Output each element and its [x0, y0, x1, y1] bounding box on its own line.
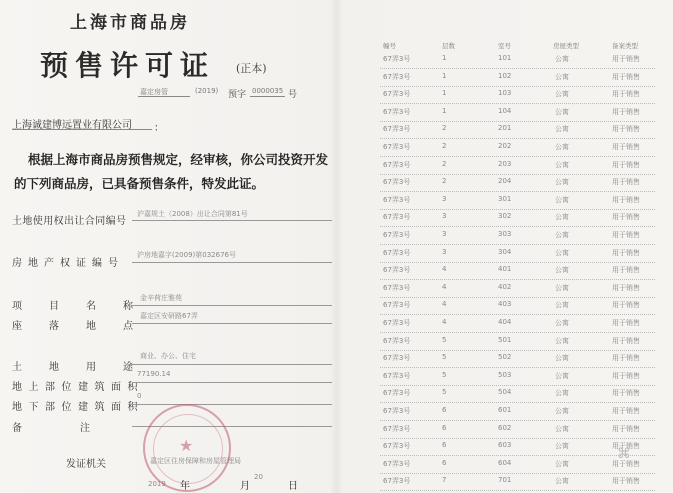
- cell-building: 67弄3号: [383, 178, 411, 187]
- company-underline: [12, 129, 152, 130]
- cell-floor: 5: [442, 370, 447, 379]
- cell-building: 67弄3号: [383, 442, 411, 451]
- cell-building: 67弄3号: [383, 477, 411, 486]
- cell-building: 67弄3号: [383, 160, 411, 169]
- cell-house-type: 公寓: [555, 90, 569, 99]
- field-label-land-contract: 土地使用权出让合同编号: [12, 216, 127, 227]
- cell-floor: 3: [442, 247, 447, 256]
- cell-filing-type: 用于销售: [612, 459, 640, 468]
- cell-filing-type: 用于销售: [612, 72, 640, 81]
- cell-room: 304: [498, 247, 512, 256]
- field-label-above-area: 地上部位建筑面积: [12, 382, 144, 393]
- cell-building: 67弄3号: [383, 213, 411, 222]
- cell-house-type: 公寓: [555, 336, 569, 345]
- cell-filing-type: 用于销售: [612, 213, 640, 222]
- cell-house-type: 公寓: [555, 143, 569, 151]
- table-row: [380, 473, 660, 491]
- field-label-project-name: 项目名称: [12, 301, 160, 312]
- seal-star-icon: ★: [179, 436, 194, 455]
- field-line-location: [132, 323, 332, 324]
- cell-building: 67弄3号: [383, 55, 411, 63]
- cell-floor: 2: [442, 142, 447, 150]
- cell-house-type: 公寓: [555, 125, 569, 134]
- cell-building: 67弄3号: [383, 459, 411, 468]
- cell-filing-type: 用于销售: [612, 283, 640, 292]
- cell-filing-type: 用于销售: [612, 55, 640, 63]
- cell-building: 67弄3号: [383, 195, 411, 204]
- watermark-icon: ⌘: [617, 446, 631, 462]
- cell-floor: 6: [442, 441, 447, 450]
- table-row: [380, 333, 660, 351]
- cell-house-type: 公寓: [555, 477, 569, 486]
- field-value-project-name: 金辛荷庄雅苑: [140, 294, 182, 302]
- cell-house-type: 公寓: [555, 107, 569, 116]
- table-row: [380, 385, 660, 403]
- number-value: 0000035: [252, 87, 284, 95]
- cell-house-type: 公寓: [555, 160, 569, 169]
- field-label-property-cert: 房地产权证编号: [12, 258, 124, 269]
- cell-building: 67弄3号: [383, 248, 411, 257]
- date-month-label: 月: [240, 481, 250, 492]
- cell-filing-type: 用于销售: [612, 389, 640, 398]
- cell-room: 203: [498, 159, 512, 168]
- table-row: [380, 51, 660, 69]
- cell-room: 504: [498, 388, 512, 397]
- cell-house-type: 公寓: [555, 442, 569, 451]
- company-colon: ：: [154, 123, 164, 134]
- cell-building: 67弄3号: [383, 371, 411, 380]
- table-row: [380, 245, 660, 263]
- table-row: [380, 368, 660, 386]
- cell-house-type: 公寓: [555, 301, 569, 310]
- cell-filing-type: 用于销售: [612, 248, 640, 257]
- cell-building: 67弄3号: [383, 90, 411, 99]
- cell-house-type: 公寓: [555, 178, 569, 187]
- table-row: [380, 262, 660, 280]
- number-label: 预字: [228, 90, 247, 100]
- cell-room: 603: [498, 441, 512, 450]
- date-year-label: 年: [180, 481, 190, 492]
- number-year: (2019): [195, 87, 219, 95]
- cell-building: 67弄3号: [383, 301, 411, 310]
- field-value-property-cert: 沪房地嘉字(2009)第032676号: [137, 251, 236, 259]
- cell-house-type: 公寓: [555, 266, 569, 275]
- cell-building: 67弄3号: [383, 336, 411, 345]
- cell-filing-type: 用于销售: [612, 354, 640, 363]
- cell-building: 67弄3号: [383, 107, 411, 116]
- cell-house-type: 公寓: [555, 389, 569, 398]
- cell-filing-type: 用于销售: [612, 424, 640, 433]
- table-row: [380, 403, 660, 421]
- issuer-value: 嘉定区住房保障和房屋管理局: [150, 457, 241, 465]
- table-header-house-type: 房屋类型: [553, 42, 579, 50]
- cell-filing-type: 用于销售: [612, 231, 640, 239]
- table-header-floors: 层数: [442, 42, 455, 50]
- table-row: [380, 297, 660, 315]
- table-row: [380, 139, 660, 157]
- field-value-location: 嘉定区安研路67弄: [140, 312, 198, 320]
- field-line-above-area: [132, 382, 332, 383]
- field-value-land-contract: 沪嘉规土（2008）出让合同第81号: [137, 210, 248, 218]
- cell-house-type: 公寓: [555, 195, 569, 204]
- cell-house-type: 公寓: [555, 213, 569, 222]
- table-row: [380, 121, 660, 139]
- cell-floor: 4: [442, 300, 447, 309]
- cell-house-type: 公寓: [555, 424, 569, 433]
- table-row: [380, 350, 660, 368]
- date-year: 2019: [148, 480, 166, 488]
- cell-room: 104: [498, 106, 512, 115]
- cell-room: 701: [498, 476, 512, 485]
- cell-floor: 5: [442, 388, 447, 397]
- cell-building: 67弄3号: [383, 354, 411, 363]
- field-line-property-cert: [132, 262, 332, 263]
- table-header-filing-type: 备案类型: [612, 42, 638, 50]
- cell-room: 601: [498, 406, 512, 414]
- number-prefix: 嘉定房管: [140, 88, 168, 96]
- cell-floor: 7: [442, 476, 447, 485]
- cell-filing-type: 用于销售: [612, 336, 640, 345]
- cell-filing-type: 用于销售: [612, 125, 640, 134]
- table-row: [380, 174, 660, 192]
- cell-room: 502: [498, 353, 512, 362]
- cell-floor: 6: [442, 406, 447, 414]
- field-label-remarks: 备注: [12, 423, 148, 434]
- cell-floor: 1: [442, 54, 447, 62]
- cell-room: 302: [498, 212, 512, 221]
- field-line-below-area: [132, 404, 332, 405]
- cell-building: 67弄3号: [383, 231, 411, 239]
- table-row: [380, 86, 660, 104]
- cell-filing-type: 用于销售: [612, 160, 640, 169]
- cell-room: 101: [498, 54, 512, 62]
- cell-room: 202: [498, 142, 512, 150]
- cell-floor: 1: [442, 106, 447, 115]
- field-line-project-name: [132, 305, 332, 306]
- cell-filing-type: 用于销售: [612, 371, 640, 380]
- cell-filing-type: 用于销售: [612, 407, 640, 415]
- cell-building: 67弄3号: [383, 125, 411, 134]
- cell-floor: 5: [442, 335, 447, 344]
- cell-room: 303: [498, 230, 512, 238]
- cell-filing-type: 用于销售: [612, 301, 640, 310]
- cell-filing-type: 用于销售: [612, 107, 640, 116]
- field-line-land-contract: [132, 220, 332, 221]
- cell-floor: 5: [442, 353, 447, 362]
- field-value-below-area: 0: [137, 392, 142, 400]
- title-line2: 预售许可证: [40, 49, 216, 82]
- cell-room: 501: [498, 335, 512, 344]
- issuer-label: 发证机关: [66, 459, 106, 470]
- cell-floor: 6: [442, 423, 447, 432]
- cell-floor: 3: [442, 230, 447, 238]
- title-line1: 上海市商品房: [70, 13, 190, 33]
- cell-filing-type: 用于销售: [612, 90, 640, 99]
- cell-building: 67弄3号: [383, 319, 411, 327]
- cell-building: 67弄3号: [383, 266, 411, 275]
- table-row: [380, 280, 660, 298]
- company-name: 上海诚建博远置业有限公司: [12, 120, 132, 131]
- table-row: [380, 104, 660, 122]
- cell-floor: 4: [442, 318, 447, 326]
- cell-room: 402: [498, 282, 512, 291]
- cell-building: 67弄3号: [383, 143, 411, 151]
- original-mark: (正本): [236, 62, 267, 75]
- cell-house-type: 公寓: [555, 354, 569, 363]
- number-value-underline: [250, 96, 285, 97]
- official-seal: [143, 404, 231, 492]
- cell-floor: 1: [442, 89, 447, 98]
- cell-house-type: 公寓: [555, 283, 569, 292]
- cell-filing-type: 用于销售: [612, 143, 640, 151]
- cell-floor: 3: [442, 194, 447, 203]
- cell-floor: 4: [442, 265, 447, 274]
- cell-filing-type: 用于销售: [612, 178, 640, 187]
- cell-room: 602: [498, 423, 512, 432]
- cell-filing-type: 用于销售: [612, 442, 640, 451]
- certificate-paragraph: 根据上海市商品房预售规定，经审核，你公司投资开发的下列商品房，已具备预售条件，特发此证。: [14, 152, 329, 191]
- table-row: [380, 227, 660, 245]
- date-day-number: 20: [254, 473, 263, 481]
- number-suffix: 号: [288, 90, 298, 100]
- cell-room: 503: [498, 370, 512, 379]
- row-divider: [380, 490, 655, 491]
- table-row: [380, 192, 660, 210]
- cell-room: 204: [498, 177, 512, 186]
- cell-building: 67弄3号: [383, 424, 411, 433]
- cell-filing-type: 用于销售: [612, 195, 640, 204]
- cell-building: 67弄3号: [383, 283, 411, 292]
- cell-filing-type: 用于销售: [612, 319, 640, 327]
- cell-house-type: 公寓: [555, 248, 569, 257]
- cell-room: 401: [498, 265, 512, 274]
- field-value-land-use: 商业、办公、住宅: [140, 352, 196, 360]
- table-row: [380, 421, 660, 439]
- cell-room: 403: [498, 300, 512, 309]
- cell-filing-type: 用于销售: [612, 266, 640, 275]
- table-header-room: 室号: [498, 42, 511, 50]
- cell-room: 301: [498, 194, 512, 203]
- table-row: [380, 315, 660, 333]
- date-day-label: 日: [288, 481, 298, 492]
- cell-house-type: 公寓: [555, 371, 569, 380]
- cell-building: 67弄3号: [383, 72, 411, 81]
- cell-house-type: 公寓: [555, 319, 569, 327]
- field-label-location: 座落地点: [12, 321, 160, 332]
- table-header-building: 幢号: [383, 42, 396, 50]
- field-label-below-area: 地下部位建筑面积: [12, 402, 144, 413]
- cell-floor: 2: [442, 124, 447, 133]
- cell-room: 604: [498, 458, 512, 467]
- cell-floor: 2: [442, 159, 447, 168]
- cell-house-type: 公寓: [555, 72, 569, 81]
- cell-room: 201: [498, 124, 512, 133]
- table-row: [380, 209, 660, 227]
- cell-building: 67弄3号: [383, 407, 411, 415]
- cell-room: 404: [498, 318, 512, 326]
- cell-building: 67弄3号: [383, 389, 411, 398]
- cell-floor: 4: [442, 282, 447, 291]
- cell-floor: 1: [442, 71, 447, 80]
- cell-room: 102: [498, 71, 512, 80]
- cell-room: 103: [498, 89, 512, 98]
- cell-house-type: 公寓: [555, 231, 569, 239]
- cell-house-type: 公寓: [555, 55, 569, 63]
- field-line-land-use: [132, 364, 332, 365]
- field-label-land-use: 土地用途: [12, 362, 160, 373]
- cell-filing-type: 用于销售: [612, 477, 640, 486]
- field-value-above-area: 77190.14: [137, 370, 171, 378]
- cell-floor: 2: [442, 177, 447, 186]
- cell-floor: 6: [442, 458, 447, 467]
- table-row: [380, 157, 660, 175]
- cell-house-type: 公寓: [555, 459, 569, 468]
- number-underline: [138, 96, 190, 97]
- cell-floor: 3: [442, 212, 447, 221]
- table-row: [380, 69, 660, 87]
- cell-house-type: 公寓: [555, 407, 569, 415]
